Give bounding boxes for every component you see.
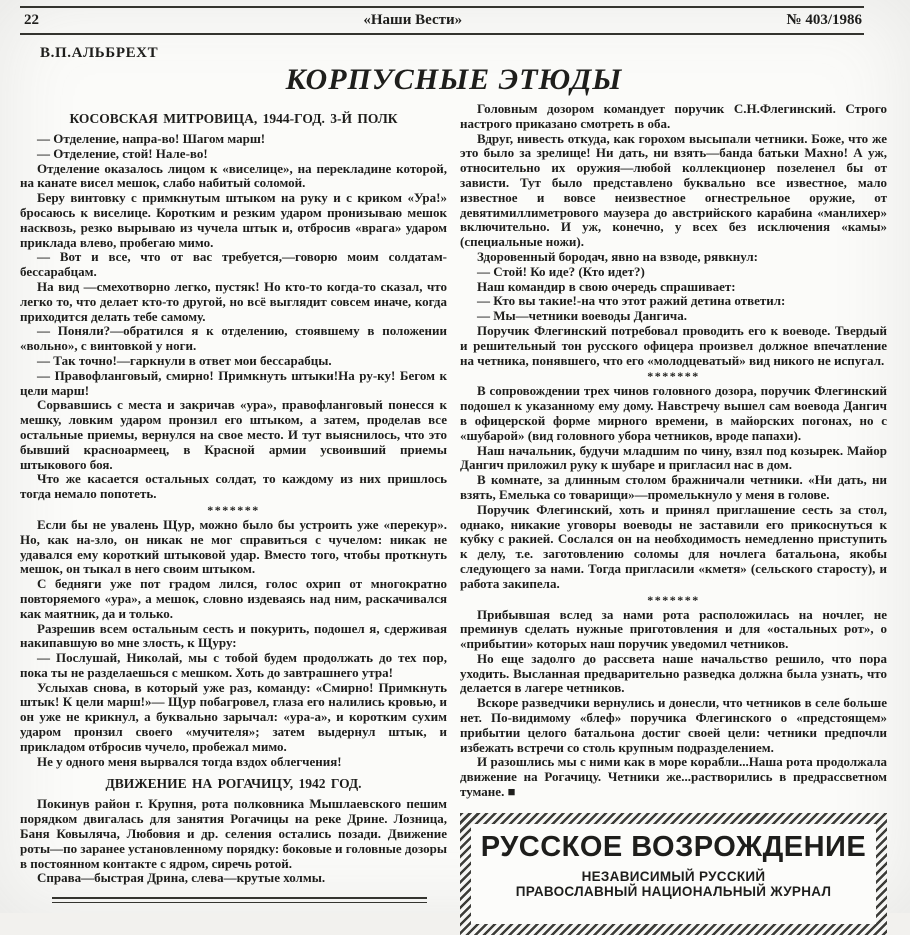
article-body xyxy=(20,102,888,935)
paragraph: — Поняли?—обратился я к отделению, стоявшему в положении «вольно», с винтовкой у ноги. xyxy=(20,323,447,354)
paragraph: Наш командир в свою очередь спрашивает: xyxy=(477,278,736,294)
paragraph: Не у одного меня вырвался тогда вздох облегчения! xyxy=(37,753,342,769)
paragraph: Услыхав снова, в который уже раз, команду: «Смирно! Примкнуть штык! К цели марш!»— Щур побагровел, глаза его налились кровью, и он уже не крикнул, а буквально зарычал: «ура-а», и коротким сухим ударом пронзил своего «мучителя»; затем выдернул штык, и прикладом отбросив чучело, пробежал мимо. xyxy=(20,679,447,754)
paragraph: Покинув район г. Крупня, рота полковника Мышлаевского пешим порядком двигалась для занятия Рогачицы на реке Дрине. Лозница, Баня Ковыляча, Любовия и др. селения остались позади. Движение роты—по заранее установленному порядку: боковые и головные дозоры в постоянном контакте с ядром, сиречь ротой. xyxy=(20,796,447,871)
paragraph: Здоровенный бородач, явно на взводе, рявкнул: xyxy=(477,248,758,264)
bottom-rule xyxy=(52,897,427,903)
paragraph: И разошлись мы с ними как в море корабли...Наша рота продолжала движение на Рогачицу. Четники же...растворились в предрассветном тумане. ■ xyxy=(460,754,887,800)
paragraph: — Правофланговый, смирно! Примкнуть штыки!На ру-ку! Бегом к цели марш! xyxy=(20,367,447,398)
paragraph: — Кто вы такие!-на что этот ражий детина ответил: xyxy=(477,293,786,309)
paragraph: Поручик Флегинский, хоть и принял приглашение сесть за стол, однако, никакие уговоры воеводы не заставили его прикоснуться к кубку с ракией. Сослался он на необходимость немедленно приступить к делу, т.е. заготовлению соломы для ночлега батальона, якобы следующего за нами. Тогда пригласили «кметя» (сельского старосту), и работа закипела. xyxy=(460,501,887,591)
paragraph: Вскоре разведчики вернулись и донесли, что четников в селе больше нет. По-видимому «блеф» поручика Флегинского о «предстоящем» прибытии целого батальона достиг своей цели: четники предпочли избежать встречи со столь крупным подразделением. xyxy=(460,695,887,755)
paragraph: Беру винтовку с примкнутым штыком на руку и с криком «Ура!» бросаюсь к виселице. Коротким и резким ударом пронизываю мешок насквозь, резко вырываю из чучела штык и, отбросив «врага» ударом приклада влево, пробегаю мимо. xyxy=(20,190,447,250)
section-separator: ******* xyxy=(207,502,260,517)
paragraph: Поручик Флегинский потребовал проводить его к воеводе. Твердый и решительный тон русского офицера произвел должное впечатление на четника, понявшего, что его «молодцеватый» вид никого не испугал. xyxy=(460,322,887,368)
header-rule-bottom xyxy=(20,33,864,35)
page-number: 22 xyxy=(24,12,39,28)
paragraph: — Послушай, Николай, мы с тобой будем продолжать до тех пор, пока ты не разделаешься с мешком. Хоть до завтрашнего утра! xyxy=(20,650,447,680)
paragraph: В сопровождении трех чинов головного дозора, поручик Флегинский подошел к указанному ему дому. Навстречу вышел сам воевода Дангич в офицерской форме мирного времени, в майорских погонах, но с «шубарой» (вид головного убора четников, вроде папахи). xyxy=(460,383,887,443)
paragraph: — Мы—четники воеводы Дангича. xyxy=(477,308,688,324)
paragraph: Сорвавшись с места и закричав «ура», правофланговый понесся к мешку, ловким ударом пронзил его штыком, а затем, проделав все остальные приемы, вернулся на свое место. И тут выяснилось, что это бывший красноармеец, в Красной армии усвоивший приемы штыкового боя. xyxy=(20,397,447,472)
paragraph: — Вот и все, что от вас требуется,—говорю моим солдатам-бессарабцам. xyxy=(20,249,447,280)
paragraph: На вид —смехотворно легко, пустяк! Но кто-то когда-то сказал, что легко то, что делает кто-то другой, но всё выглядит совсем иначе, когда приходится делать тебе самому. xyxy=(20,278,447,324)
paragraph: Прибывшая вслед за нами рота расположилась на ночлег, не преминув сделать нужные приготовления и для «остальных рот», о «прибытии» которых наш поручик уведомил четников. xyxy=(460,606,887,652)
paragraph: Если бы не увалень Щур, можно было бы устроить уже «перекур». Но, как на-зло, он никак не мог справиться с чучелом: никак не удавался ему короткий штыковой удар. Вместо того, чтобы проткнуть мешок, он тыкал в него своим штыком. xyxy=(20,516,447,577)
paragraph: — Отделение, напра-во! Шагом марш! xyxy=(37,131,266,146)
page-header xyxy=(20,6,888,35)
ad-title: РУССКОЕ ВОЗРОЖДЕНИЕ xyxy=(480,830,867,863)
paragraph: Справа—быстрая Дрина, слева—крутые холмы. xyxy=(37,870,326,886)
section-heading-kosovska: КОСОВСКАЯ МИТРОВИЦА, 1944-ГОД. 3-Й ПОЛК xyxy=(69,111,398,126)
paragraph: Отделение оказалось лицом к «виселице», на перекладине которой, на канате висел мешок, слабо набитый соломой. xyxy=(20,160,447,191)
paragraph: В комнате, за длинным столом бражничали четники. «Ни дать, ни взять, Емелька со товарищи»—промелькнуло у меня в голове. xyxy=(460,472,887,502)
journal-title: «Наши Вести» xyxy=(363,12,463,28)
issue-number: № 403/1986 xyxy=(786,12,862,28)
section-separator: ******* xyxy=(647,369,700,384)
paragraph: Наш начальник, будучи младшим по чину, взял под козырек. Майор Дангич приложил руку к шубаре и пригласил нас в дом. xyxy=(460,442,887,473)
article-title: КОРПУСНЫЕ ЭТЮДЫ xyxy=(285,63,623,96)
section-heading-rogachitsa: ДВИЖЕНИЕ НА РОГАЧИЦУ, 1942 ГОД. xyxy=(105,776,362,792)
paragraph: Но еще задолго до рассвета наше начальство решило, что пора уходить. Высланная предварительно разведка должна была узнать, что делается в лагере четников. xyxy=(460,650,887,696)
paragraph: Разрешив всем остальным сесть и покурить, подошел я, сдерживая накипавшую во мне злость, к Щуру: xyxy=(20,620,447,651)
paragraph: — Отделение, стой! Нале-во! xyxy=(37,145,208,161)
right-column xyxy=(460,102,887,935)
paragraph: — Стой! Ко иде? (Кто идет?) xyxy=(477,263,645,279)
paragraph: Головным дозором командует поручик С.Н.Флегинский. Строго настрого приказано смотреть в оба. xyxy=(460,101,887,131)
paragraph: С бедняги уже пот градом лился, голос охрип от многократно повторяемого «ура», а мешок, словно издеваясь над ним, раскачивался как маятник, да и только. xyxy=(20,576,447,621)
paragraph: — Так точно!—гаркнули в ответ мои бессарабцы. xyxy=(37,352,332,368)
left-column xyxy=(20,102,447,935)
ad-box xyxy=(460,813,887,935)
ad-subtitle-1: НЕЗАВИСИМЫЙ РУССКИЙ xyxy=(581,868,766,884)
paragraph: Что же касается остальных солдат, то каждому из них пришлось тогда немало попотеть. xyxy=(20,471,447,502)
author-name: В.П.АЛЬБРЕХТ xyxy=(40,45,159,61)
paragraph: Вдруг, нивесть откуда, как горохом высыпали четники. Боже, что же это было за зрелище! Ни дать, ни взять—банда батьки Махно! А уж, относительно их оружия—любой коллекционер позеленел бы от зависти. Тут было представлено буквально все известное, мало известное и вовсе неизвестное огнестрельное оружие, от девятимиллиметрового маузера до австрийского карабина «манлихер» включительно. И уж, конечно, у всех без исключения «камы» (специальные ножи). xyxy=(460,130,887,250)
header-row xyxy=(20,8,888,33)
section-separator: ******* xyxy=(647,592,700,607)
ad-subtitle-2: ПРАВОСЛАВНЫЙ НАЦИОНАЛЬНЫЙ ЖУРНАЛ xyxy=(515,884,832,900)
